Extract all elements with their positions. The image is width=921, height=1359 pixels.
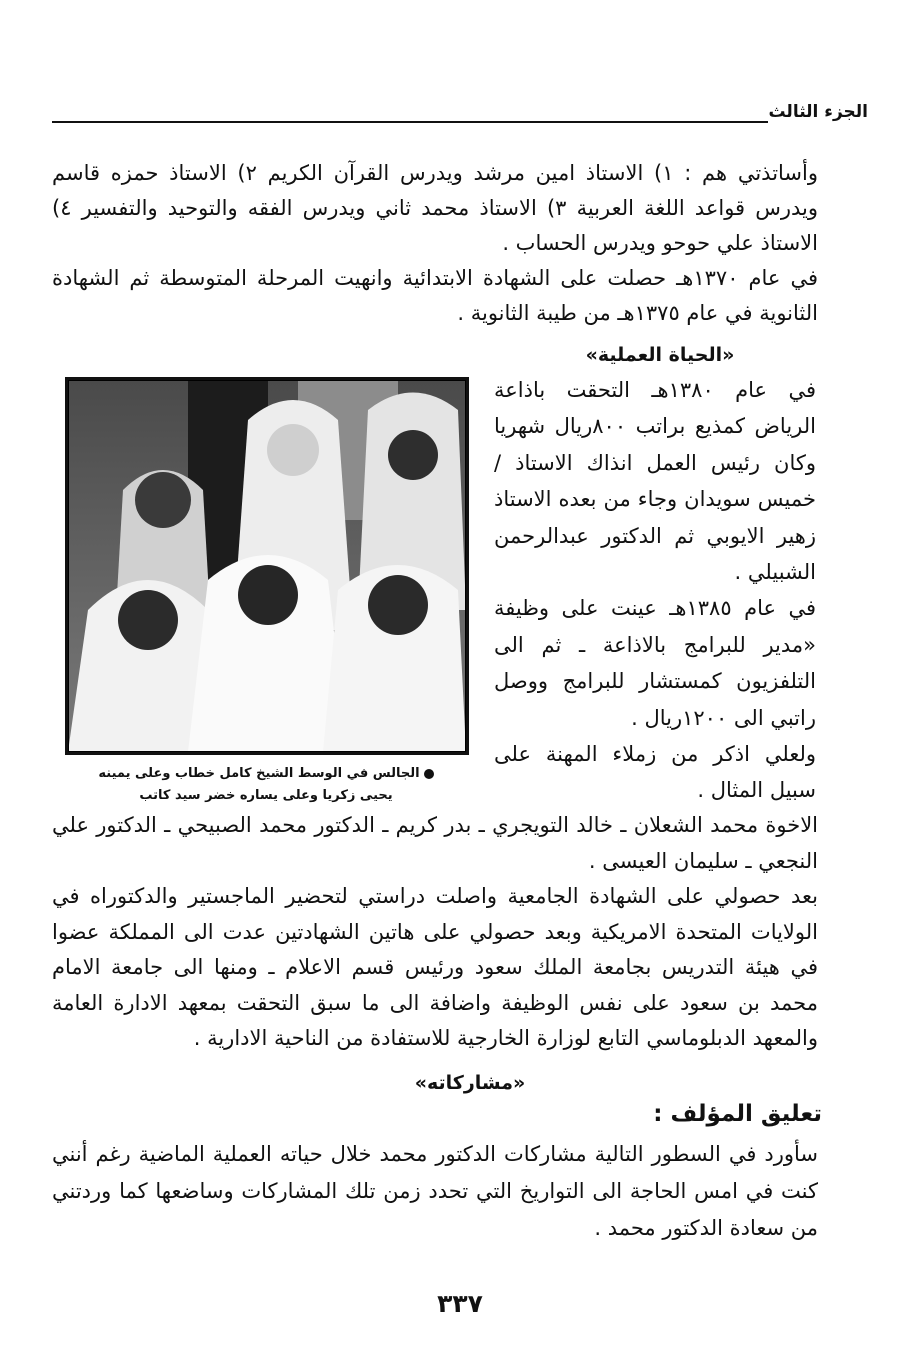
practical-life-text xyxy=(494,372,816,809)
group-photo-image xyxy=(68,380,466,752)
author-comment-paragraph: سأورد في السطور التالية مشاركات الدكتور محمد خلال حياته العملية الماضية رغم أنني كنت في امس الحاجة الى التواريخ التي تحدد زمن تلك المشاركات وساضعها كما وردتني من سعادة الدكتور محمد . xyxy=(52,1142,818,1240)
photo-caption xyxy=(60,763,472,807)
colleagues-list: الاخوة محمد الشعلان ـ خالد التويجري ـ بدر كريم ـ الدكتور محمد الصبيحي ـ الدكتور علي النجعي ـ سليمان العيسى . xyxy=(52,813,818,873)
caption-text-2: يحيى زكريا وعلى يساره خضر سيد كاتب xyxy=(139,788,393,803)
author-comment-text xyxy=(52,1136,818,1247)
bullet-icon xyxy=(424,769,434,779)
section-title: الجزء الثالث xyxy=(768,102,868,122)
graduate-studies-paragraph: بعد حصولي على الشهادة الجامعية واصلت دراستي لتحضير الماجستير والدكتوراه في الولايات المتحدة الامريكية وبعد حصولي على هاتين الشهادتين عدت الى المملكة عضوا في هيئة التدريس بجامعة الملك سعود ورئيس قسم الاعلام ـ ومنها الى جامعة الامام محمد بن سعود على نفس الوظيفة واضافة الى ما سبق التحقت بمعهد الادارة العامة والمعهد الدبلوماسي التابع لوزارة الخارجية للاستفادة من الناحية الادارية . xyxy=(52,884,818,1050)
colleagues-text xyxy=(52,808,818,1057)
practical-life-heading: «الحياة العملية» xyxy=(585,344,735,366)
programs-paragraph: في عام ١٣٨٥هـ عينت على وظيفة «مدير للبرامج بالاذاعة ـ ثم الى التلفزيون كمستشار للبرامج ووصل راتبي الى ١٢٠٠ريال . xyxy=(494,596,816,730)
participation-heading: «مشاركاته» xyxy=(414,1072,526,1094)
group-photo xyxy=(65,377,469,755)
author-comment-label: تعليق المؤلف : xyxy=(653,1101,822,1127)
caption-text-1: الجالس في الوسط الشيخ كامل خطاب وعلى يمينه xyxy=(98,766,420,781)
running-header xyxy=(52,100,868,130)
intro-text xyxy=(52,156,818,331)
radio-paragraph: في عام ١٣٨٠هـ التحقت باذاعة الرياض كمذيع براتب ٨٠٠ريال شهريا وكان رئيس العمل انذاك الاستاذ / خميس سويدان وجاء من بعده الاستاذ زهير الايوبي ثم الدكتور عبدالرحمن الشبيلي . xyxy=(494,378,816,585)
page-number: ٣٣٧ xyxy=(437,1289,483,1318)
colleagues-intro: ولعلي اذكر من زملاء المهنة على سبيل المثال . xyxy=(494,742,816,803)
header-rule xyxy=(52,121,768,123)
education-paragraph: في عام ١٣٧٠هـ حصلت على الشهادة الابتدائية وانهيت المرحلة المتوسطة ثم الشهادة الثانوية في عام ١٣٧٥هـ من طيبة الثانوية . xyxy=(52,266,819,325)
teachers-paragraph: وأساتذتي هم : ١) الاستاذ امين مرشد ويدرس القرآن الكريم ٢) الاستاذ حمزه قاسم ويدرس قواعد اللغة العربية ٣) الاستاذ محمد ثاني ويدرس الفقه والتوحيد والتفسير ٤) الاستاذ علي حوحو ويدرس الحساب . xyxy=(52,161,819,255)
caption-line-1 xyxy=(60,763,472,785)
